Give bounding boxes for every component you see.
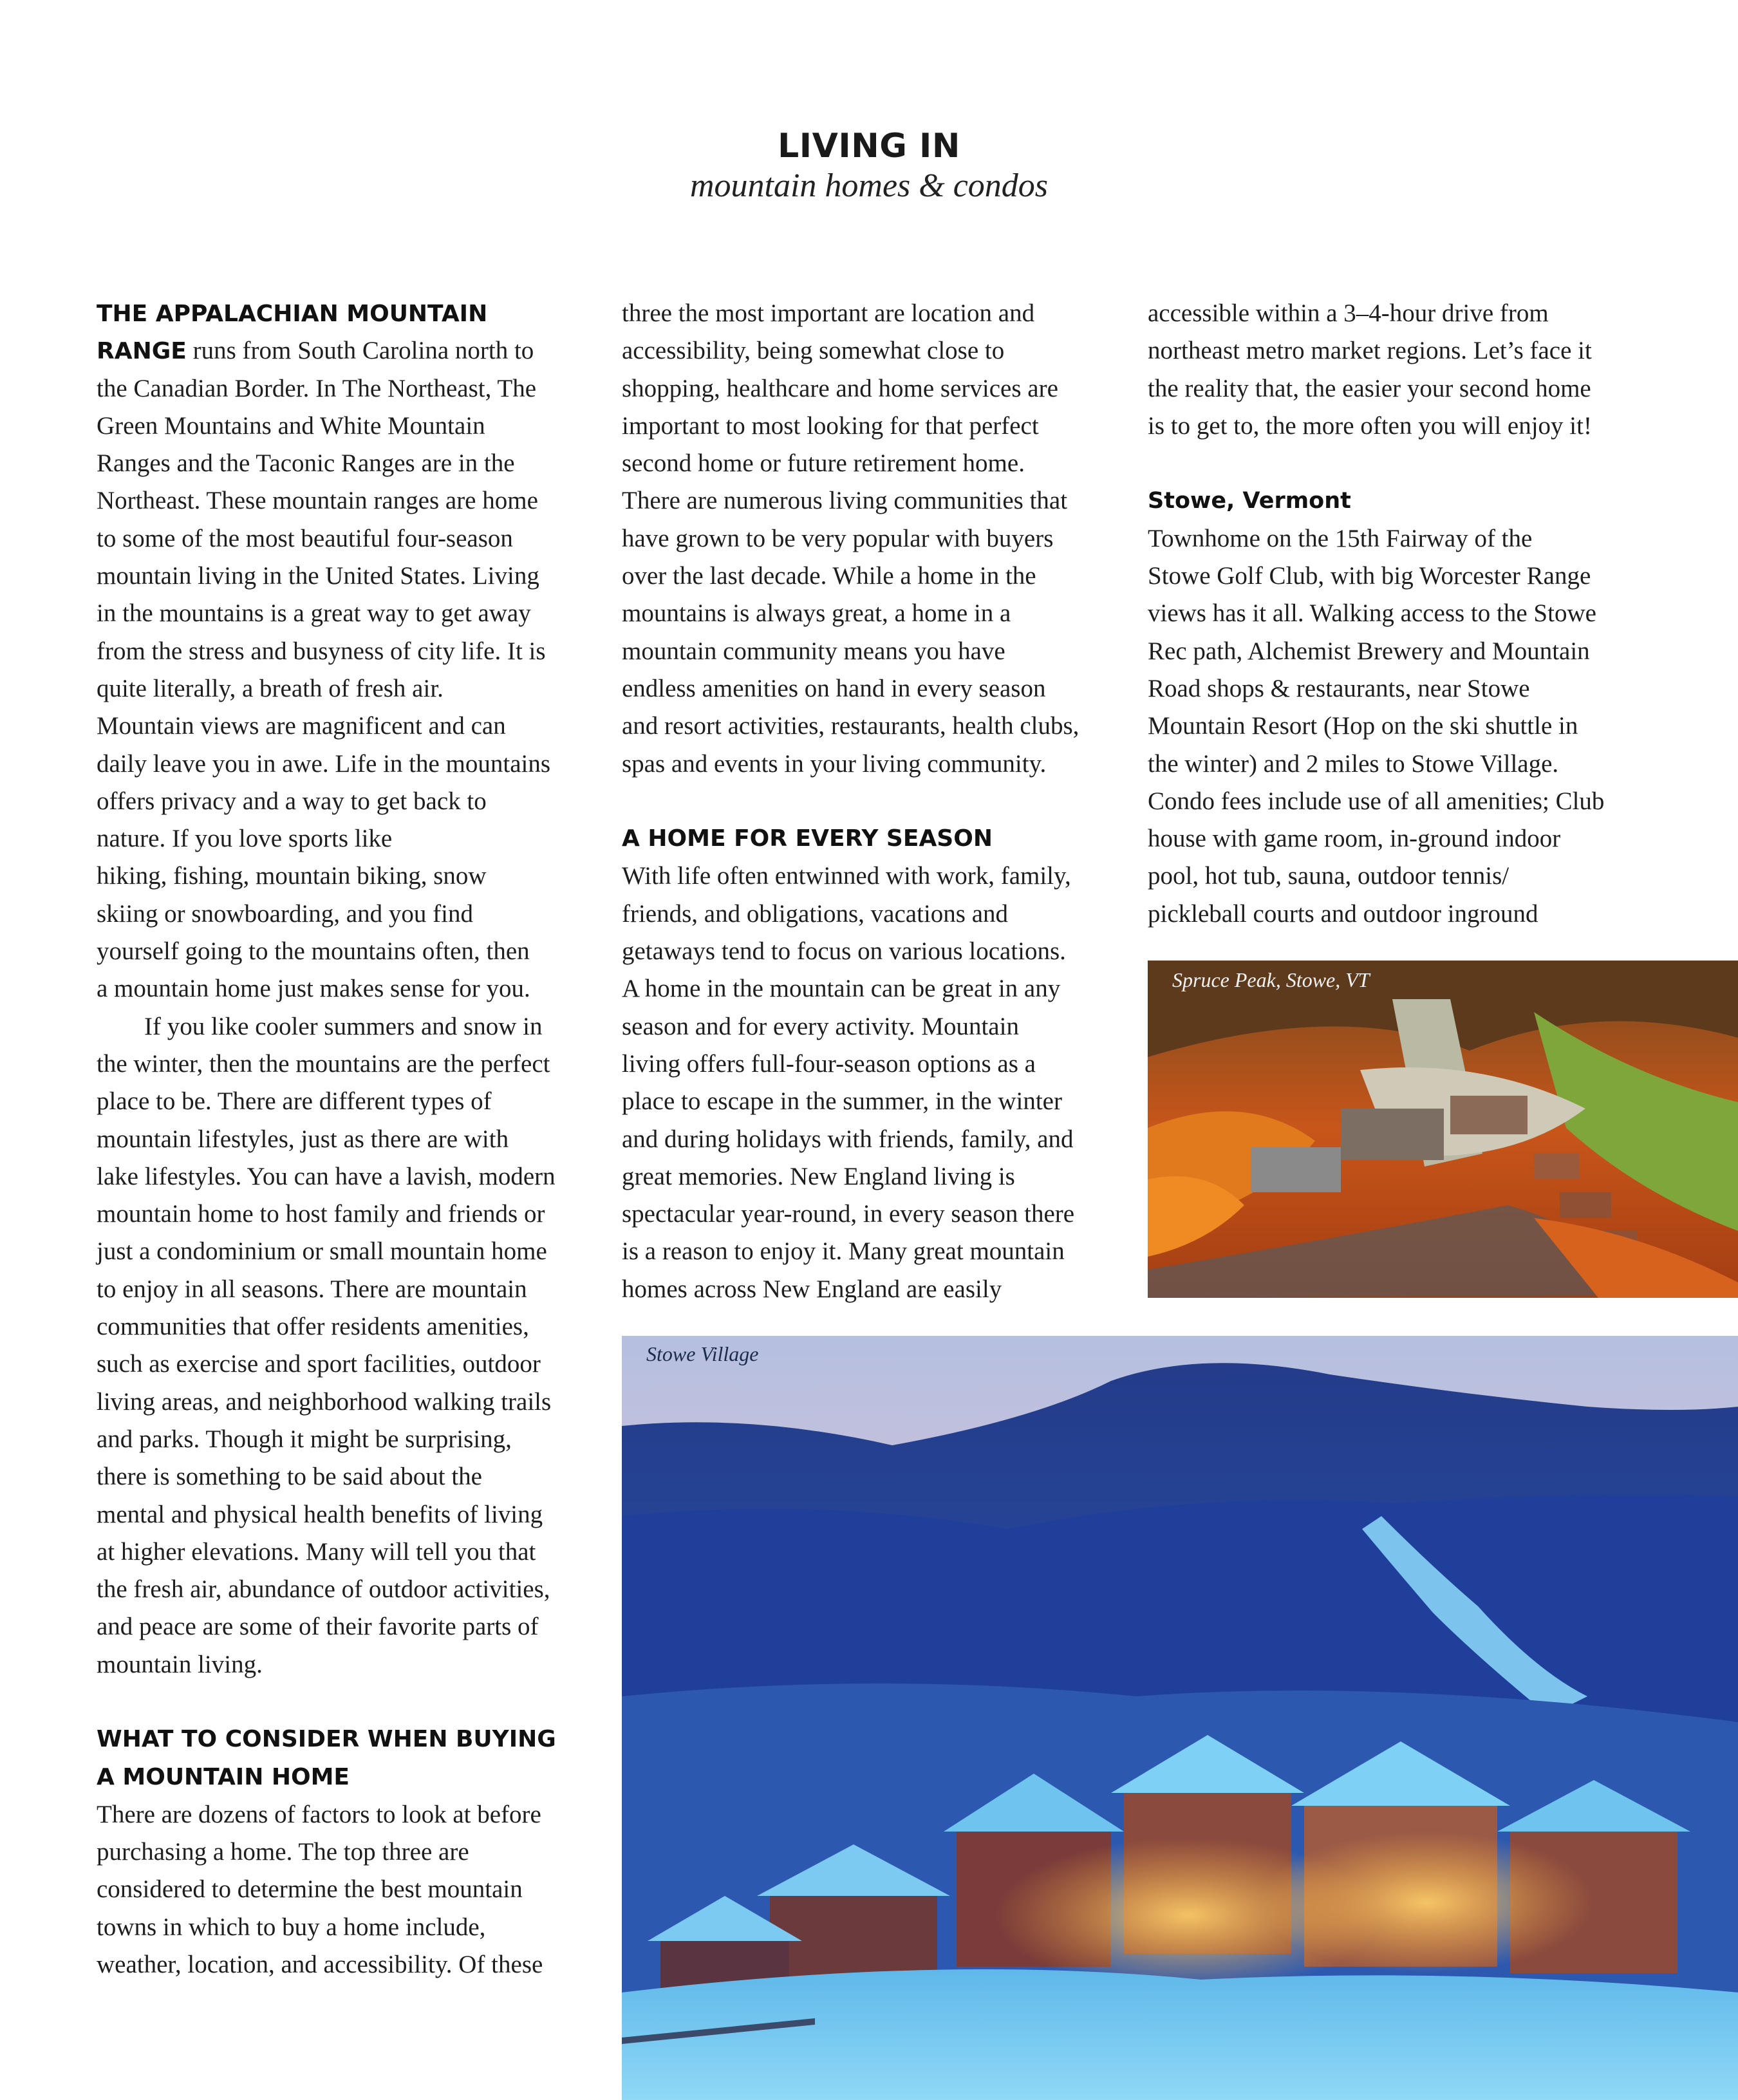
- text-line: spas and events in your living community.: [622, 749, 1047, 778]
- article-column-3: [1148, 295, 1727, 933]
- text-line: Stowe Golf Club, with big Worcester Range: [1148, 562, 1591, 590]
- text-line: to some of the most beautiful four-season: [97, 524, 513, 552]
- section-heading: A MOUNTAIN HOME: [97, 1763, 350, 1790]
- lead-line: RANGE runs from South Carolina north to: [97, 337, 534, 365]
- text-line: is to get to, the more often you will enjoy it!: [1148, 411, 1592, 440]
- text-line: from the stress and busyness of city life. It is: [97, 637, 546, 665]
- text-line: to enjoy in all seasons. There are mountain: [97, 1275, 527, 1303]
- text-line: mountain living in the United States. Living: [97, 562, 539, 590]
- text-line: just a condominium or small mountain home: [97, 1237, 547, 1266]
- text-line: place to escape in the summer, in the winter: [622, 1087, 1062, 1116]
- text-line: and resort activities, restaurants, health clubs,: [622, 712, 1079, 740]
- text-line: Ranges and the Taconic Ranges are in the: [97, 449, 515, 478]
- text-line: lake lifestyles. You can have a lavish, modern: [97, 1162, 556, 1190]
- text-line: three the most important are location and: [622, 299, 1035, 327]
- text-line: spectacular year-round, in every season there: [622, 1200, 1075, 1228]
- text-line: mountains is always great, a home in a: [622, 599, 1011, 628]
- text-line: A home in the mountain can be great in any: [622, 975, 1061, 1003]
- text-line: the winter, then the mountains are the perfect: [97, 1049, 550, 1078]
- text-line: a mountain home just makes sense for you.: [97, 975, 530, 1003]
- text-line: and parks. Though it might be surprising,: [97, 1425, 512, 1453]
- text-line: mountain community means you have: [622, 637, 1005, 665]
- text-line: If you like cooler summers and snow in: [144, 1012, 543, 1040]
- text-line: great memories. New England living is: [622, 1162, 1015, 1190]
- text-line: purchasing a home. The top three are: [97, 1838, 469, 1866]
- text-line: important to most looking for that perfect: [622, 411, 1039, 440]
- text-line: season and for every activity. Mountain: [622, 1012, 1019, 1040]
- photo-caption: Spruce Peak, Stowe, VT: [1172, 968, 1370, 991]
- text-line: the reality that, the easier your second home: [1148, 374, 1591, 402]
- text-line: Mountain views are magnificent and can: [97, 712, 506, 740]
- text-line: accessibility, being somewhat close to: [622, 337, 1005, 365]
- text-line: skiing or snowboarding, and you find: [97, 899, 473, 928]
- photo-caption: Stowe Village: [646, 1342, 759, 1365]
- text-line: the fresh air, abundance of outdoor activities,: [97, 1575, 550, 1604]
- text-line: nature. If you love sports like: [97, 825, 393, 853]
- spruce-peak-photo: [1148, 961, 1738, 1298]
- text-line: weather, location, and accessibility. Of these: [97, 1951, 543, 1979]
- text-line: Condo fees include use of all amenities; Club: [1148, 787, 1605, 815]
- text-line: living offers full-four-season options as a: [622, 1049, 1036, 1078]
- text-line: With life often entwinned with work, family,: [622, 862, 1071, 890]
- section-heading: A HOME FOR EVERY SEASON: [622, 825, 993, 852]
- text-line: living areas, and neighborhood walking trails: [97, 1387, 552, 1416]
- section-heading: Stowe, Vermont: [1148, 488, 1351, 514]
- text-line: towns in which to buy a home include,: [97, 1913, 486, 1941]
- text-line: there is something to be said about the: [97, 1463, 482, 1491]
- text-line: Rec path, Alchemist Brewery and Mountain: [1148, 637, 1590, 665]
- text-line: Green Mountains and White Mountain: [97, 411, 485, 440]
- text-line: shopping, healthcare and home services are: [622, 374, 1058, 402]
- text-line: endless amenities on hand in every season: [622, 674, 1046, 702]
- text-line: pickleball courts and outdoor inground: [1148, 899, 1538, 928]
- page-subtitle: mountain homes & condos: [689, 167, 1049, 204]
- text-line: mountain living.: [97, 1650, 263, 1678]
- text-line: daily leave you in awe. Life in the mountains: [97, 749, 551, 778]
- text-line: mountain lifestyles, just as there are with: [97, 1125, 509, 1153]
- text-line: house with game room, in-ground indoor: [1148, 825, 1561, 853]
- article-column-1: [97, 295, 605, 1983]
- text-line: pool, hot tub, sauna, outdoor tennis/: [1148, 862, 1509, 890]
- text-line: the winter) and 2 miles to Stowe Village.: [1148, 749, 1559, 778]
- text-line: is a reason to enjoy it. Many great mountain: [622, 1237, 1065, 1266]
- article-column-2: [622, 295, 1130, 1308]
- text-line: have grown to be very popular with buyers: [622, 524, 1054, 552]
- spruce-peak-image: [1148, 961, 1738, 1298]
- text-line: hiking, fishing, mountain biking, snow: [97, 862, 487, 890]
- text-line: considered to determine the best mountain: [97, 1875, 523, 1904]
- text-line: There are dozens of factors to look at before: [97, 1800, 541, 1828]
- text-line: Townhome on the 15th Fairway of the: [1148, 524, 1533, 552]
- text-line: and during holidays with friends, family, and: [622, 1125, 1074, 1153]
- text-line: place to be. There are different types of: [97, 1087, 492, 1116]
- text-line: at higher elevations. Many will tell you that: [97, 1537, 536, 1566]
- text-line: homes across New England are easily: [622, 1275, 1002, 1303]
- text-line: communities that offer residents amenities,: [97, 1313, 529, 1341]
- page-title: LIVING IN: [778, 127, 960, 165]
- section-heading: WHAT TO CONSIDER WHEN BUYING: [97, 1726, 556, 1753]
- text-line: friends, and obligations, vacations and: [622, 899, 1009, 928]
- stowe-village-photo: [622, 1336, 1738, 2100]
- text-line: yourself going to the mountains often, then: [97, 937, 530, 966]
- lead-heading-line: THE APPALACHIAN MOUNTAIN: [97, 301, 488, 327]
- text-line: the Canadian Border. In The Northeast, The: [97, 374, 537, 402]
- text-line: and peace are some of their favorite parts of: [97, 1613, 539, 1641]
- text-line: northeast metro market regions. Let’s face it: [1148, 337, 1592, 365]
- text-line: offers privacy and a way to get back to: [97, 787, 487, 815]
- text-line: over the last decade. While a home in the: [622, 562, 1036, 590]
- text-line: Northeast. These mountain ranges are home: [97, 487, 538, 515]
- text-line: such as exercise and sport facilities, outdoor: [97, 1350, 541, 1378]
- text-line: There are numerous living communities that: [622, 487, 1068, 515]
- text-line: in the mountains is a great way to get away: [97, 599, 531, 628]
- stowe-village-image: [622, 1336, 1738, 2100]
- text-line: Mountain Resort (Hop on the ski shuttle in: [1148, 712, 1578, 740]
- text-line: mental and physical health benefits of living: [97, 1500, 543, 1528]
- text-line: second home or future retirement home.: [622, 449, 1025, 478]
- text-line: views has it all. Walking access to the Stowe: [1148, 599, 1596, 628]
- text-line: mountain home to host family and friends or: [97, 1200, 545, 1228]
- text-line: Road shops & restaurants, near Stowe: [1148, 674, 1530, 702]
- page-header: [0, 126, 1738, 206]
- text-line: quite literally, a breath of fresh air.: [97, 674, 444, 702]
- text-line: accessible within a 3–4-hour drive from: [1148, 299, 1549, 327]
- text-line: getaways tend to focus on various locations.: [622, 937, 1066, 966]
